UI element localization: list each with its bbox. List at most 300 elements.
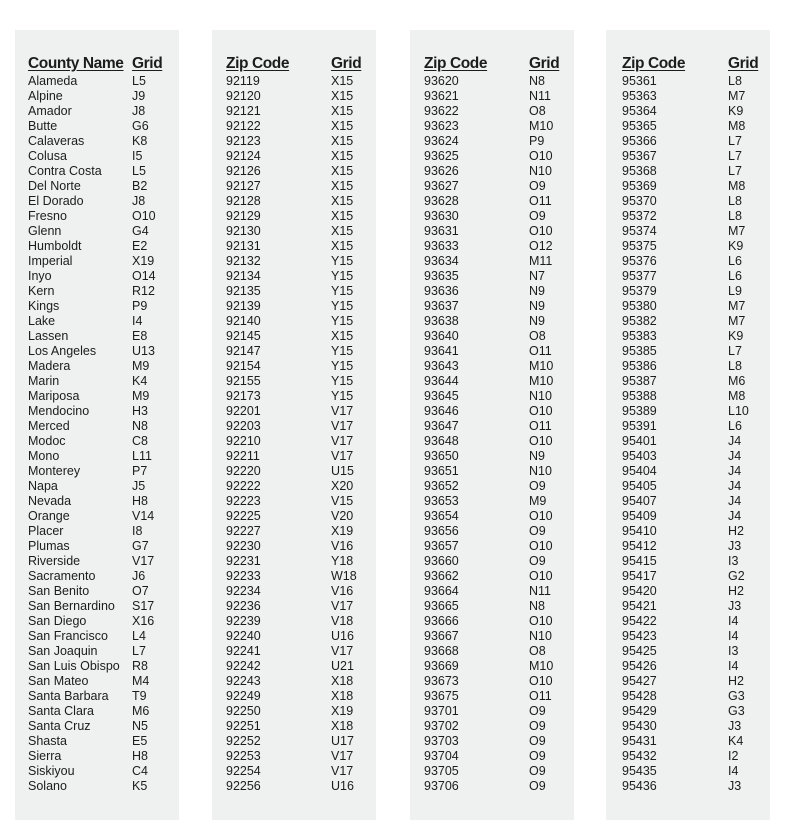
- table-row: [212, 419, 376, 434]
- zip-code-cell: 95364: [622, 104, 657, 118]
- grid-cell: E2: [132, 239, 148, 253]
- table-row: [606, 164, 770, 179]
- grid-header: Grid: [728, 55, 759, 72]
- grid-cell: L8: [728, 359, 742, 373]
- county-name-cell: Modoc: [28, 434, 66, 448]
- table-row: [606, 344, 770, 359]
- grid-cell: N11: [529, 89, 552, 103]
- grid-cell: J3: [728, 779, 742, 793]
- grid-cell: I3: [728, 644, 739, 658]
- grid-cell: P9: [132, 299, 148, 313]
- table-row: [212, 644, 376, 659]
- table-row: [410, 209, 574, 224]
- county-name-cell: Santa Cruz: [28, 719, 91, 733]
- table-row: [410, 449, 574, 464]
- table-row: [606, 284, 770, 299]
- table-row: [410, 119, 574, 134]
- zip-code-cell: 95369: [622, 179, 657, 193]
- grid-cell: K4: [728, 734, 744, 748]
- county-name-cell: Monterey: [28, 464, 81, 478]
- grid-cell: M7: [728, 314, 746, 328]
- table-row: [410, 689, 574, 704]
- grid-cell: I5: [132, 149, 143, 163]
- county-name-cell: Siskiyou: [28, 764, 75, 778]
- table-row: [15, 569, 179, 584]
- zip-code-cell: 93702: [424, 719, 459, 733]
- county-name-cell: Calaveras: [28, 134, 85, 148]
- table-row: [606, 119, 770, 134]
- grid-cell: H8: [132, 494, 148, 508]
- county-name-header: County Name: [28, 55, 124, 72]
- grid-cell: X18: [331, 719, 354, 733]
- table-row: [410, 239, 574, 254]
- grid-cell: W18: [331, 569, 357, 583]
- county-name-cell: Los Angeles: [28, 344, 97, 358]
- table-row: [606, 659, 770, 674]
- grid-cell: O10: [529, 674, 553, 688]
- table-row: [606, 209, 770, 224]
- zip-code-cell: 92236: [226, 599, 261, 613]
- table-row: [15, 224, 179, 239]
- table-row: [212, 404, 376, 419]
- grid-cell: N10: [529, 389, 552, 403]
- table-row: [212, 194, 376, 209]
- zip-code-cell: 93622: [424, 104, 459, 118]
- table-row: [212, 104, 376, 119]
- table-row: [15, 449, 179, 464]
- grid-cell: O8: [529, 104, 546, 118]
- table-row: [15, 734, 179, 749]
- grid-cell: O10: [529, 569, 553, 583]
- zip-code-cell: 95363: [622, 89, 657, 103]
- table-row: [15, 374, 179, 389]
- county-name-cell: Santa Barbara: [28, 689, 109, 703]
- table-row: [15, 434, 179, 449]
- zip-code-cell: 92203: [226, 419, 261, 433]
- zip-code-cell: 95436: [622, 779, 657, 793]
- zip-code-cell: 93653: [424, 494, 459, 508]
- table-row: [606, 224, 770, 239]
- county-name-cell: Contra Costa: [28, 164, 102, 178]
- table-rows: [606, 74, 770, 794]
- zip-code-cell: 93621: [424, 89, 459, 103]
- zip-code-cell: 92145: [226, 329, 261, 343]
- table-row: [606, 509, 770, 524]
- table-row: [15, 584, 179, 599]
- grid-cell: O8: [529, 644, 546, 658]
- grid-cell: I4: [132, 314, 143, 328]
- zip-code-cell: 95415: [622, 554, 657, 568]
- grid-cell: J4: [728, 509, 742, 523]
- county-name-cell: Orange: [28, 509, 70, 523]
- grid-cell: J5: [132, 479, 146, 493]
- grid-cell: L7: [728, 164, 742, 178]
- county-name-cell: Kings: [28, 299, 60, 313]
- table-row: [15, 719, 179, 734]
- grid-cell: X15: [331, 134, 354, 148]
- table-row: [410, 74, 574, 89]
- table-row: [15, 194, 179, 209]
- county-name-cell: Mendocino: [28, 404, 90, 418]
- grid-cell: O8: [529, 329, 546, 343]
- zip-code-cell: 93675: [424, 689, 459, 703]
- table-row: [606, 749, 770, 764]
- table-row: [606, 719, 770, 734]
- county-name-cell: Marin: [28, 374, 60, 388]
- table-row: [410, 374, 574, 389]
- grid-cell: J3: [728, 539, 742, 553]
- zip-grid-table-1: [212, 30, 376, 820]
- zip-code-cell: 93628: [424, 194, 459, 208]
- zip-code-header: Zip Code: [424, 55, 488, 72]
- county-name-cell: Mariposa: [28, 389, 80, 403]
- table-rows: [15, 74, 179, 794]
- zip-code-cell: 93673: [424, 674, 459, 688]
- zip-code-cell: 95422: [622, 614, 657, 628]
- table-row: [212, 254, 376, 269]
- table-rows: [212, 74, 376, 794]
- table-row: [410, 494, 574, 509]
- grid-cell: O11: [529, 344, 552, 358]
- zip-code-cell: 93668: [424, 644, 459, 658]
- zip-code-cell: 93705: [424, 764, 459, 778]
- county-name-cell: San Mateo: [28, 674, 89, 688]
- zip-code-cell: 92249: [226, 689, 261, 703]
- table-row: [15, 629, 179, 644]
- table-row: [212, 659, 376, 674]
- zip-code-cell: 93631: [424, 224, 459, 238]
- zip-code-cell: 95366: [622, 134, 657, 148]
- zip-code-cell: 95403: [622, 449, 657, 463]
- table-row: [606, 539, 770, 554]
- zip-code-header: Zip Code: [226, 55, 290, 72]
- grid-cell: N10: [529, 629, 552, 643]
- county-name-cell: San Benito: [28, 584, 90, 598]
- zip-code-cell: 93657: [424, 539, 459, 553]
- table-row: [606, 479, 770, 494]
- grid-cell: E8: [132, 329, 148, 343]
- zip-code-cell: 92147: [226, 344, 261, 358]
- table-row: [606, 689, 770, 704]
- table-row: [212, 164, 376, 179]
- county-name-cell: Plumas: [28, 539, 70, 553]
- grid-cell: V17: [132, 554, 155, 568]
- table-row: [212, 599, 376, 614]
- table-row: [212, 329, 376, 344]
- grid-cell: X15: [331, 164, 354, 178]
- grid-cell: J3: [728, 719, 742, 733]
- zip-code-cell: 92173: [226, 389, 261, 403]
- table-row: [606, 629, 770, 644]
- grid-cell: L11: [132, 449, 152, 463]
- table-row: [15, 74, 179, 89]
- table-row: [212, 134, 376, 149]
- table-row: [15, 359, 179, 374]
- zip-code-cell: 95427: [622, 674, 657, 688]
- zip-code-cell: 95365: [622, 119, 657, 133]
- zip-code-cell: 92227: [226, 524, 261, 538]
- table-row: [212, 209, 376, 224]
- table-row: [15, 524, 179, 539]
- table-row: [410, 224, 574, 239]
- grid-cell: J8: [132, 194, 146, 208]
- grid-cell: Y15: [331, 344, 354, 358]
- zip-code-cell: 95367: [622, 149, 657, 163]
- zip-code-cell: 95375: [622, 239, 657, 253]
- zip-code-cell: 95376: [622, 254, 657, 268]
- zip-code-cell: 92231: [226, 554, 261, 568]
- table-row: [410, 344, 574, 359]
- zip-code-cell: 92240: [226, 629, 261, 643]
- grid-cell: R8: [132, 659, 148, 673]
- zip-code-cell: 95389: [622, 404, 657, 418]
- table-row: [212, 374, 376, 389]
- table-row: [410, 764, 574, 779]
- table-row: [212, 149, 376, 164]
- zip-code-cell: 95370: [622, 194, 657, 208]
- zip-code-cell: 92128: [226, 194, 261, 208]
- zip-code-cell: 93665: [424, 599, 459, 613]
- grid-cell: M6: [728, 374, 746, 388]
- grid-cell: N8: [132, 419, 148, 433]
- table-row: [212, 344, 376, 359]
- table-row: [606, 329, 770, 344]
- county-name-cell: San Luis Obispo: [28, 659, 120, 673]
- grid-cell: L8: [728, 74, 742, 88]
- grid-cell: O7: [132, 584, 149, 598]
- zip-code-cell: 93643: [424, 359, 459, 373]
- grid-cell: O12: [529, 239, 553, 253]
- zip-code-cell: 92123: [226, 134, 261, 148]
- zip-code-cell: 92250: [226, 704, 261, 718]
- table-row: [15, 554, 179, 569]
- table-row: [15, 119, 179, 134]
- table-row: [606, 704, 770, 719]
- table-row: [606, 239, 770, 254]
- grid-cell: N9: [529, 284, 545, 298]
- grid-cell: X15: [331, 119, 354, 133]
- table-row: [212, 509, 376, 524]
- table-row: [15, 509, 179, 524]
- grid-cell: H2: [728, 584, 744, 598]
- grid-cell: X15: [331, 149, 354, 163]
- grid-cell: J4: [728, 434, 742, 448]
- table-row: [606, 464, 770, 479]
- table-row: [606, 89, 770, 104]
- zip-code-cell: 93654: [424, 509, 459, 523]
- grid-cell: V17: [331, 644, 354, 658]
- grid-cell: I4: [728, 764, 739, 778]
- table-row: [15, 329, 179, 344]
- table-row: [410, 599, 574, 614]
- grid-cell: J4: [728, 464, 742, 478]
- grid-cell: J6: [132, 569, 146, 583]
- zip-code-cell: 95387: [622, 374, 657, 388]
- zip-code-cell: 92223: [226, 494, 261, 508]
- county-name-cell: Imperial: [28, 254, 73, 268]
- grid-cell: M4: [132, 674, 150, 688]
- table-row: [212, 614, 376, 629]
- zip-code-cell: 93624: [424, 134, 459, 148]
- table-row: [410, 299, 574, 314]
- table-row: [15, 149, 179, 164]
- grid-cell: M10: [529, 659, 554, 673]
- grid-cell: M10: [529, 374, 554, 388]
- grid-cell: U21: [331, 659, 354, 673]
- grid-cell: X15: [331, 239, 354, 253]
- grid-cell: M8: [728, 119, 746, 133]
- grid-cell: M7: [728, 299, 746, 313]
- table-row: [212, 299, 376, 314]
- table-row: [606, 449, 770, 464]
- grid-cell: J4: [728, 479, 742, 493]
- zip-code-cell: 95361: [622, 74, 657, 88]
- table-row: [212, 389, 376, 404]
- grid-cell: X15: [331, 194, 354, 208]
- table-row: [606, 254, 770, 269]
- grid-cell: O9: [529, 779, 546, 793]
- table-row: [15, 299, 179, 314]
- zip-code-cell: 92155: [226, 374, 261, 388]
- grid-cell: M8: [728, 179, 746, 193]
- county-name-cell: San Francisco: [28, 629, 108, 643]
- table-row: [212, 479, 376, 494]
- zip-code-cell: 92139: [226, 299, 261, 313]
- grid-cell: J3: [728, 599, 742, 613]
- table-row: [15, 104, 179, 119]
- table-row: [410, 329, 574, 344]
- grid-cell: V15: [331, 494, 354, 508]
- county-name-cell: El Dorado: [28, 194, 84, 208]
- zip-code-cell: 93620: [424, 74, 459, 88]
- grid-header: Grid: [529, 55, 560, 72]
- zip-code-cell: 93623: [424, 119, 459, 133]
- grid-cell: J4: [728, 494, 742, 508]
- table-row: [410, 194, 574, 209]
- grid-cell: Y15: [331, 254, 354, 268]
- table-rows: [410, 74, 574, 794]
- grid-cell: U15: [331, 464, 354, 478]
- grid-cell: U17: [331, 734, 354, 748]
- zip-code-cell: 92254: [226, 764, 261, 778]
- county-grid-table: [15, 30, 179, 820]
- grid-cell: G3: [728, 704, 745, 718]
- table-row: [410, 779, 574, 794]
- grid-cell: X18: [331, 674, 354, 688]
- table-row: [606, 134, 770, 149]
- zip-code-cell: 92241: [226, 644, 261, 658]
- zip-code-cell: 95377: [622, 269, 657, 283]
- zip-grid-table-3: [606, 30, 770, 820]
- table-row: [410, 179, 574, 194]
- zip-code-cell: 93638: [424, 314, 459, 328]
- grid-cell: N11: [529, 584, 552, 598]
- zip-code-cell: 92243: [226, 674, 261, 688]
- grid-cell: O9: [529, 704, 546, 718]
- grid-cell: I2: [728, 749, 739, 763]
- table-row: [410, 614, 574, 629]
- grid-cell: Y15: [331, 269, 354, 283]
- table-row: [606, 104, 770, 119]
- table-row: [606, 584, 770, 599]
- table-row: [410, 104, 574, 119]
- table-row: [410, 659, 574, 674]
- grid-cell: Y15: [331, 359, 354, 373]
- zip-code-cell: 95429: [622, 704, 657, 718]
- table-row: [212, 524, 376, 539]
- zip-code-cell: 92140: [226, 314, 261, 328]
- zip-code-cell: 95374: [622, 224, 657, 238]
- zip-code-cell: 92134: [226, 269, 261, 283]
- grid-cell: M11: [529, 254, 553, 268]
- table-row: [15, 389, 179, 404]
- table-row: [212, 494, 376, 509]
- zip-code-cell: 93644: [424, 374, 459, 388]
- zip-code-cell: 92239: [226, 614, 261, 628]
- zip-code-cell: 93627: [424, 179, 459, 193]
- table-row: [15, 614, 179, 629]
- grid-cell: U16: [331, 629, 354, 643]
- table-row: [15, 179, 179, 194]
- table-row: [15, 539, 179, 554]
- table-row: [212, 434, 376, 449]
- grid-cell: N9: [529, 299, 545, 313]
- table-row: [212, 179, 376, 194]
- grid-cell: L6: [728, 254, 742, 268]
- table-row: [410, 674, 574, 689]
- table-row: [212, 464, 376, 479]
- grid-cell: O14: [132, 269, 156, 283]
- grid-cell: O10: [132, 209, 156, 223]
- grid-cell: N8: [529, 74, 545, 88]
- grid-cell: N5: [132, 719, 148, 733]
- table-row: [212, 584, 376, 599]
- zip-code-cell: 95368: [622, 164, 657, 178]
- zip-code-cell: 92122: [226, 119, 261, 133]
- zip-code-cell: 92256: [226, 779, 261, 793]
- zip-code-cell: 93706: [424, 779, 459, 793]
- table-row: [606, 554, 770, 569]
- table-row: [15, 644, 179, 659]
- grid-cell: X15: [331, 89, 354, 103]
- county-name-cell: Glenn: [28, 224, 62, 238]
- table-row: [15, 419, 179, 434]
- table-row: [15, 89, 179, 104]
- zip-code-cell: 92121: [226, 104, 261, 118]
- table-row: [410, 704, 574, 719]
- zip-code-cell: 93625: [424, 149, 459, 163]
- county-name-cell: Sacramento: [28, 569, 96, 583]
- grid-cell: O9: [529, 479, 546, 493]
- grid-cell: O9: [529, 734, 546, 748]
- zip-code-cell: 93669: [424, 659, 459, 673]
- grid-cell: X15: [331, 329, 354, 343]
- table-row: [606, 779, 770, 794]
- county-name-cell: San Bernardino: [28, 599, 115, 613]
- table-row: [606, 644, 770, 659]
- zip-code-cell: 92222: [226, 479, 261, 493]
- zip-code-cell: 95385: [622, 344, 657, 358]
- grid-cell: O9: [529, 524, 546, 538]
- grid-cell: V20: [331, 509, 354, 523]
- grid-cell: X15: [331, 209, 354, 223]
- table-row: [212, 734, 376, 749]
- table-row: [410, 359, 574, 374]
- grid-cell: O9: [529, 749, 546, 763]
- table-row: [15, 599, 179, 614]
- county-name-cell: Madera: [28, 359, 71, 373]
- table-row: [606, 569, 770, 584]
